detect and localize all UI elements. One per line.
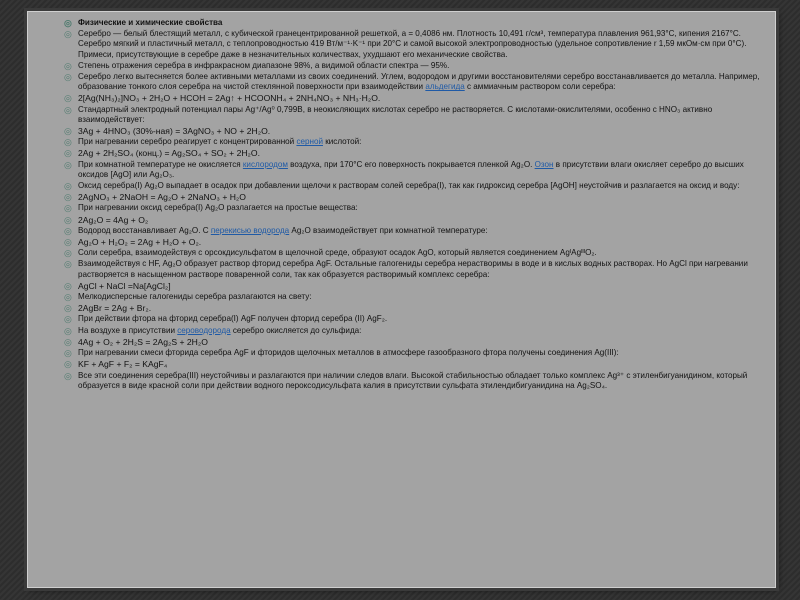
paragraph-text: серебро окисляется до сульфида: <box>230 325 362 335</box>
equation-text: 2Ag₂O = 4Ag + O₂ <box>78 214 149 225</box>
ring-bullet-icon: ◎ <box>64 280 72 291</box>
paragraph-silver-iii <box>64 348 768 358</box>
paragraph-text: Мелкодисперсные галогениды серебра разлагаются на свету: <box>78 292 312 302</box>
paragraph-text: Серебро легко вытесняется более активными металлами из своих соединений. Углем, водородом и другими восстановителями серебро восстанавливается до металла. Например, образование тонкого слоя серебра на чистой стеклянной поверхности при взаимодействии <box>78 72 760 92</box>
ring-bullet-icon: ◎ <box>64 126 72 137</box>
ring-bullet-icon: ◎ <box>64 237 72 248</box>
equation-text: 2[Ag(NH₃)₂]NO₃ + 2H₂O + HCOH = 2Ag↑ + HCOONH₄ + 2NH₄NO₃ + NH₃·H₂O. <box>78 93 381 104</box>
link-aldehyde[interactable]: альдегида <box>425 82 465 92</box>
ring-bullet-icon: ◎ <box>64 159 72 170</box>
paragraph-text: Взаимодействуя с HF, Ag₂O образует раствор фторид серебра AgF. Остальные галогениды серебра нерастворимы в воде и в кислых водных растворах. Но AgCl при нагревании растворяется в насыщенном растворе поваренной соли, так как образуется растворимый комплекс серебра: <box>78 259 748 279</box>
paragraph-text: Серебро — белый блестящий металл, с кубической гранецентрированной решеткой, a = 0,4086 нм. Плотность 10,491 г/см³, температура плавления 961,93°С, кипения 2167°С. Серебро мягкий и пластичный металл, с теплопроводностью 419 Вт/м⁻¹·K⁻¹ при 20°С и самой высокой электропроводностью (удельное сопротивление r 1,59 мкОм·см при 0°С). Примеси, присутствующие в серебре даже в незначительных количествах, ухудшают его механические свойства. <box>78 29 747 59</box>
paragraph-hydrogen-peroxide <box>64 226 768 236</box>
paragraph-text: Ag₂O взаимодействует при комнатной температуре: <box>289 225 488 235</box>
paragraph-physical-properties <box>64 29 768 60</box>
ring-bullet-icon: ◎ <box>64 29 72 40</box>
link-sulfuric[interactable]: серной <box>296 137 323 147</box>
paragraph-silver-iii-stability <box>64 371 768 391</box>
section-heading <box>64 18 768 28</box>
ring-bullet-icon: ◎ <box>64 104 72 115</box>
paragraph-text: При комнатной температуре не окисляется <box>78 159 243 169</box>
link-hydrogen-peroxide[interactable]: перекисью водорода <box>210 225 290 235</box>
ring-bullet-icon: ◎ <box>64 137 72 148</box>
ring-bullet-icon: ◎ <box>64 348 72 359</box>
equation-nitric-acid <box>64 126 768 136</box>
ring-bullet-icon: ◎ <box>64 370 72 381</box>
paragraph-text: Степень отражения серебра в инфракрасном диапазоне 98%, а видимой области спектра — 95%. <box>78 60 450 70</box>
paragraph-text: На воздухе в присутствии <box>78 325 178 335</box>
equation-hydrogen-peroxide <box>64 237 768 247</box>
equation-text: 4Ag + O₂ + 2H₂S = 2Ag₂S + 2H₂O <box>78 336 208 347</box>
slide-text-body <box>64 18 768 392</box>
paragraph-text: Стандартный электродный потенциал пары Ag⁺/Ag⁰ 0,799В, в неокисляющих кислотах серебро не растворяется. С кислотами-окислителями, особенно с HNO₃ активно взаимодействует: <box>78 104 713 124</box>
paragraph-text: При нагревании серебро реагирует с концентрированной <box>78 137 297 147</box>
heading-text: Физические и химические свойства <box>78 18 223 27</box>
equation-silver-mirror <box>64 93 768 103</box>
ring-bullet-icon: ◎ <box>64 359 72 370</box>
paragraph-reflectance <box>64 61 768 71</box>
ring-bullet-icon: ◎ <box>64 292 72 303</box>
paragraph-text: При нагревании смеси фторида серебра AgF и фторидов щелочных металлов в атмосфере газообразного фтора получены соединения Ag(III): <box>78 348 619 358</box>
ring-bullet-icon: ◎ <box>64 93 72 104</box>
equation-text: 2AgNO₃ + 2NaOH = Ag₂O + 2NaNO₃ + H₂O <box>78 192 246 203</box>
ring-bullet-icon: ◎ <box>64 336 72 347</box>
paragraph-reduction <box>64 72 768 92</box>
equation-text: 3Ag + 4HNO₃ (30%-ная) = 3AgNO₃ + NO + 2H₂O. <box>78 126 271 137</box>
paragraph-text: Оксид серебра(I) Ag₂O выпадает в осадок при добавлении щелочи к растворам солей серебра(I), так как гидроксид серебра [AgOH] неустойчив и разлагается на оксид и воду: <box>78 181 740 191</box>
equation-sulfide-formation <box>64 337 768 347</box>
ring-bullet-icon: ◎ <box>64 259 72 270</box>
ring-bullet-icon: ◎ <box>64 203 72 214</box>
paragraph-text: Водород восстанавливает Ag₂O. С <box>78 225 211 235</box>
link-hydrogen-sulfide[interactable]: сероводорода <box>177 325 231 335</box>
equation-bromide-decomposition <box>64 303 768 313</box>
link-oxygen[interactable]: кислородом <box>242 159 288 169</box>
paragraph-halides <box>64 259 768 279</box>
paragraph-text: При действии фтора на фторид серебра(I) AgF получен фторид серебра (II) AgF₂. <box>78 314 388 324</box>
ring-bullet-icon: ◎ <box>64 192 72 203</box>
content-panel <box>27 11 776 588</box>
ring-bullet-icon: ◎ <box>64 214 72 225</box>
paragraph-oxidation <box>64 160 768 180</box>
ring-bullet-icon: ◎ <box>64 248 72 259</box>
ring-bullet-icon: ◎ <box>64 148 72 159</box>
equation-sulfuric-acid <box>64 148 768 158</box>
ring-bullet-icon: ◎ <box>64 225 72 236</box>
ring-bullet-icon: ◎ <box>64 314 72 325</box>
ring-bullet-icon: ◎ <box>64 72 72 83</box>
ring-bullet-icon: ◎ <box>64 303 72 314</box>
ring-bullet-icon: ◎ <box>64 325 72 336</box>
equation-text: Ag₂O + H₂O₂ = 2Ag + H₂O + O₂. <box>78 237 202 248</box>
equation-silver-nitrate-naoh <box>64 192 768 202</box>
paragraph-text: в присутствии влаги окисляет серебро до высших оксидов [AgO] или Ag₂O₃. <box>78 159 744 179</box>
paragraph-peroxodisulfate <box>64 248 768 258</box>
paragraph-fluorination <box>64 314 768 324</box>
paragraph-oxide-decomposition <box>64 203 768 213</box>
equation-oxide-decomposition <box>64 215 768 225</box>
paragraph-text: Все эти соединения серебра(III) неустойчивы и разлагаются при наличии следов влаги. Высокой стабильностью обладает только комплекс Ag³⁺ с этиленбигуанидином, который образуется в виде красной соли при действии водного пероксодисульфата калия в присутствии сульфата этилендибигуанидина на Ag₂SO₄. <box>78 370 748 390</box>
equation-kagf4 <box>64 359 768 369</box>
equation-text: 2Ag + 2H₂SO₄ (конц.) = Ag₂SO₄ + SO₂ + 2H₂O. <box>78 148 260 159</box>
paragraph-light-decomposition <box>64 292 768 302</box>
paragraph-hydrogen-sulfide <box>64 326 768 336</box>
paragraph-electrode-potential <box>64 105 768 125</box>
paragraph-text: с аммиачным раствором соли серебра: <box>464 82 616 92</box>
ring-bullet-icon: ◎ <box>64 60 72 71</box>
equation-text: AgCl + NaCl =Na[AgCl₂] <box>78 280 171 291</box>
equation-text: KF + AgF + F₂ = KAgF₄ <box>78 359 168 370</box>
paragraph-text: Соли серебра, взаимодействуя с орсокдисульфатом в щелочной среде, образуют осадок AgO, который является соединением AgᴵAgᴵᴵᴵO₂. <box>78 248 597 258</box>
paragraph-text: кислотой: <box>322 137 362 147</box>
link-ozone[interactable]: Озон <box>534 159 554 169</box>
ring-bullet-icon: ◎ <box>64 18 72 28</box>
paragraph-text: При нагревании оксид серебра(I) Ag₂O разлагается на простые вещества: <box>78 203 358 213</box>
equation-chloride-complex <box>64 281 768 291</box>
ring-bullet-icon: ◎ <box>64 181 72 192</box>
paragraph-sulfuric-acid <box>64 137 768 147</box>
paragraph-text: воздуха, при 170°С его поверхность покрывается пленкой Ag₂O. <box>287 159 535 169</box>
paragraph-silver-oxide <box>64 181 768 191</box>
equation-text: 2AgBr = 2Ag + Br₂. <box>78 303 152 314</box>
